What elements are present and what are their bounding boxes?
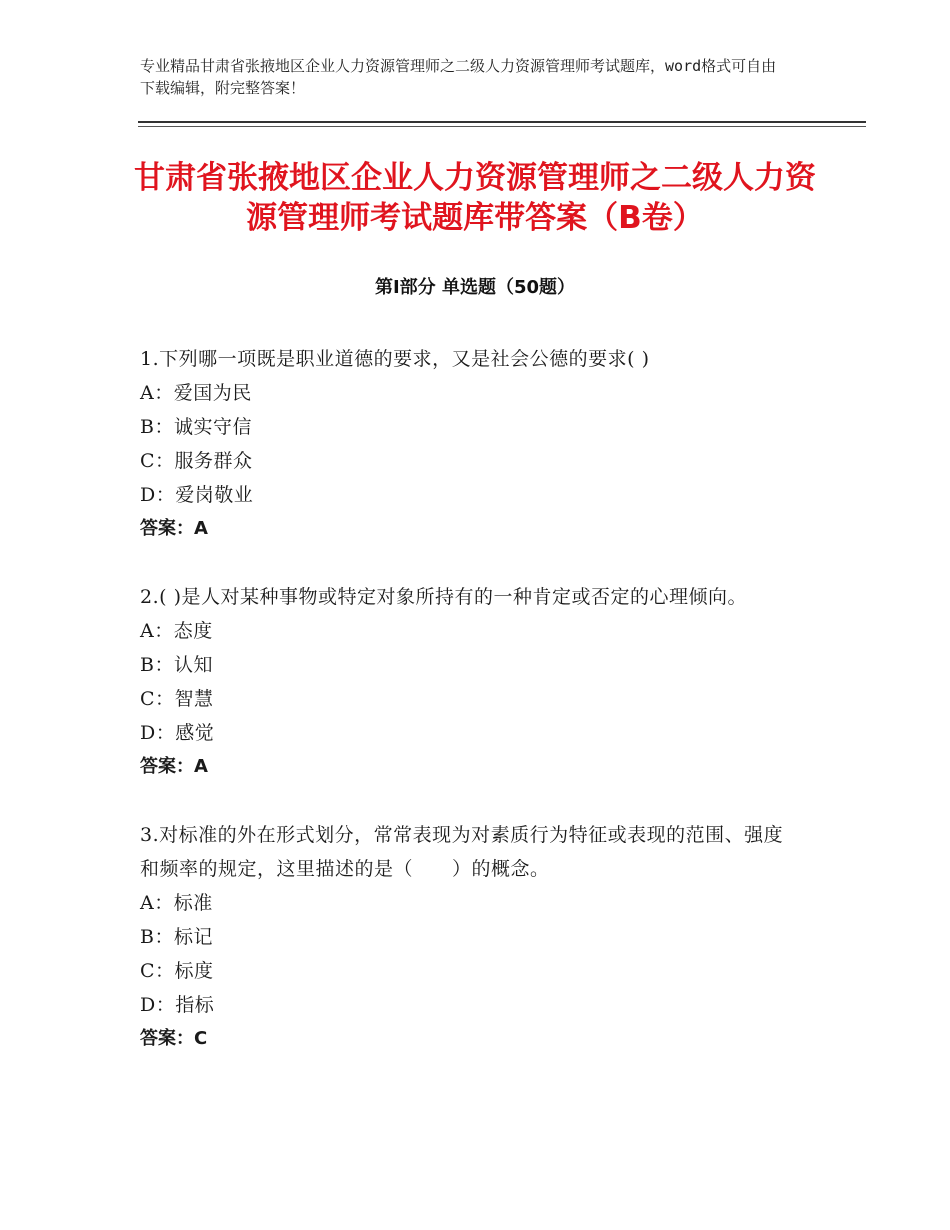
answer-line: 答案：A xyxy=(140,518,208,539)
header-note: 专业精品甘肃省张掖地区企业人力资源管理师之二级人力资源管理师考试题库，word格式可自由下载编辑，附完整答案！ xyxy=(140,57,777,97)
option-d: D：感觉 xyxy=(140,722,215,744)
question-spacer xyxy=(140,784,800,818)
document-title: 甘肃省张掖地区企业人力资源管理师之二级人力资源管理师考试题库带答案（B卷） xyxy=(134,160,816,236)
option-a: A：标准 xyxy=(140,892,213,914)
option-c: C：智慧 xyxy=(140,688,214,710)
option-c: C：服务群众 xyxy=(140,450,253,472)
option-a: A：态度 xyxy=(140,620,213,642)
question-item xyxy=(140,818,800,1056)
option-b: B：标记 xyxy=(140,926,213,948)
question-spacer xyxy=(140,546,800,580)
option-d: D：指标 xyxy=(140,994,215,1016)
question-list xyxy=(140,342,800,1056)
question-stem: 2.( )是人对某种事物或特定对象所持有的一种肯定或否定的心理倾向。 xyxy=(140,586,747,608)
answer-line: 答案：C xyxy=(140,1028,208,1049)
question-item xyxy=(140,342,800,546)
option-b: B：诚实守信 xyxy=(140,416,252,438)
header-divider-thin xyxy=(138,126,866,127)
question-stem: 1.下列哪一项既是职业道德的要求，又是社会公德的要求( ) xyxy=(140,348,650,370)
question-stem: 3.对标准的外在形式划分，常常表现为对素质行为特征或表现的范围、强度和频率的规定，这里描述的是（ ）的概念。 xyxy=(140,824,784,880)
option-a: A：爱国为民 xyxy=(140,382,252,404)
answer-line: 答案：A xyxy=(140,756,208,777)
header-divider-thick xyxy=(138,121,866,123)
option-c: C：标度 xyxy=(140,960,214,982)
option-b: B：认知 xyxy=(140,654,213,676)
question-item xyxy=(140,580,800,784)
option-d: D：爱岗敬业 xyxy=(140,484,254,506)
section-title: 第Ⅰ部分 单选题（50题） xyxy=(374,277,575,298)
